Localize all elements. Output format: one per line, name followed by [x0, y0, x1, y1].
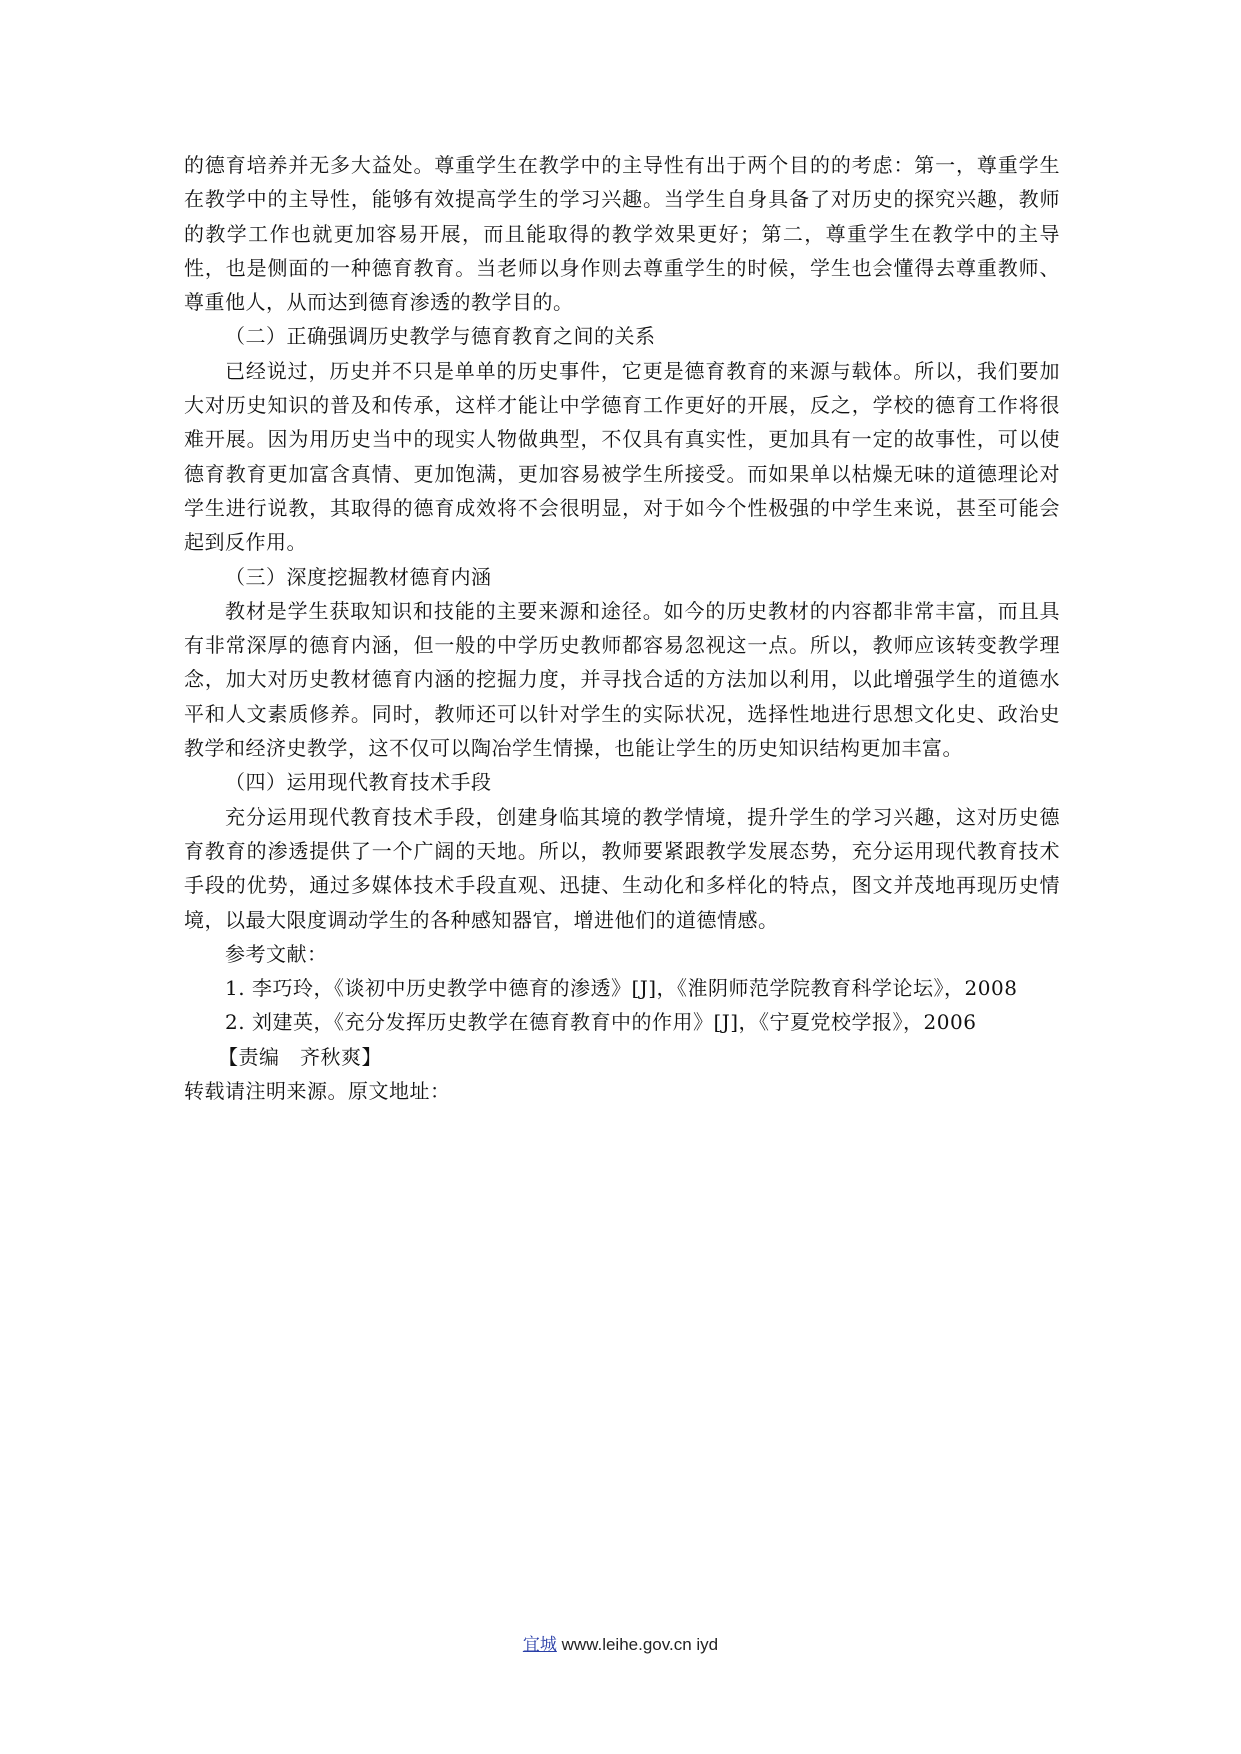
paragraph-section-2: 已经说过，历史并不只是单单的历史事件，它更是德育教育的来源与载体。所以，我们要加大对历史知识的普及和传承，这样才能让中学德育工作更好的开展，反之，学校的德育工作将很难开展。因为用历史当中的现实人物做典型，不仅具有真实性，更加具有一定的故事性，可以使德育教育更加富含真情、更加饱满，更加容易被学生所接受。而如果单以枯燥无味的道德理论对学生进行说教，其取得的德育成效将不会很明显，对于如今个性极强的中学生来说，甚至可能会起到反作用。 [184, 358, 1060, 555]
page-footer [0, 1630, 1241, 1655]
article-body [184, 148, 1060, 1108]
reference-item: 2. 刘建英，《充分发挥历史教学在德育教育中的作用》[J]，《宁夏党校学报》，2006 [225, 1010, 977, 1035]
section-heading-2: （二）正确强调历史教学与德育教育之间的关系 [225, 324, 656, 349]
section-heading-3: （三）深度挖掘教材德育内涵 [225, 564, 492, 589]
editor-credit: 【责编 齐秋爽】 [218, 1044, 382, 1069]
section-heading-4: （四）运用现代教育技术手段 [225, 770, 492, 795]
repost-note: 转载请注明来源。原文地址： [184, 1079, 451, 1104]
reference-item: 1. 李巧玲，《谈初中历史教学中德育的渗透》[J]，《淮阴师范学院教育科学论坛》，2008 [225, 976, 1018, 1001]
footer-link[interactable]: 宜城 [522, 1635, 557, 1655]
paragraph-continuation: 的德育培养并无多大益处。尊重学生在教学中的主导性有出于两个目的的考虑：第一，尊重学生在教学中的主导性，能够有效提高学生的学习兴趣。当学生自身具备了对历史的探究兴趣，教师的教学工作也就更加容易开展，而且能取得的教学效果更好；第二，尊重学生在教学中的主导性，也是侧面的一种德育教育。当老师以身作则去尊重学生的时候，学生也会懂得去尊重教师、尊重他人，从而达到德育渗透的教学目的。 [184, 153, 1060, 315]
footer-url: www.leihe.gov.cn iyd [556, 1635, 719, 1654]
references-title: 参考文献： [225, 941, 328, 966]
paragraph-section-3: 教材是学生获取知识和技能的主要来源和途径。如今的历史教材的内容都非常丰富，而且具有非常深厚的德育内涵，但一般的中学历史教师都容易忽视这一点。所以，教师应该转变教学理念，加大对历史教材德育内涵的挖掘力度，并寻找合适的方法加以利用，以此增强学生的道德水平和人文素质修养。同时，教师还可以针对学生的实际状况，选择性地进行思想文化史、政治史教学和经济史教学，这不仅可以陶冶学生情操，也能让学生的历史知识结构更加丰富。 [184, 598, 1060, 761]
paragraph-section-4: 充分运用现代教育技术手段，创建身临其境的教学情境，提升学生的学习兴趣，这对历史德育教育的渗透提供了一个广阔的天地。所以，教师要紧跟教学发展态势，充分运用现代教育技术手段的优势，通过多媒体技术手段直观、迅捷、生动化和多样化的特点，图文并茂地再现历史情境，以最大限度调动学生的各种感知器官，增进他们的道德情感。 [184, 804, 1060, 932]
